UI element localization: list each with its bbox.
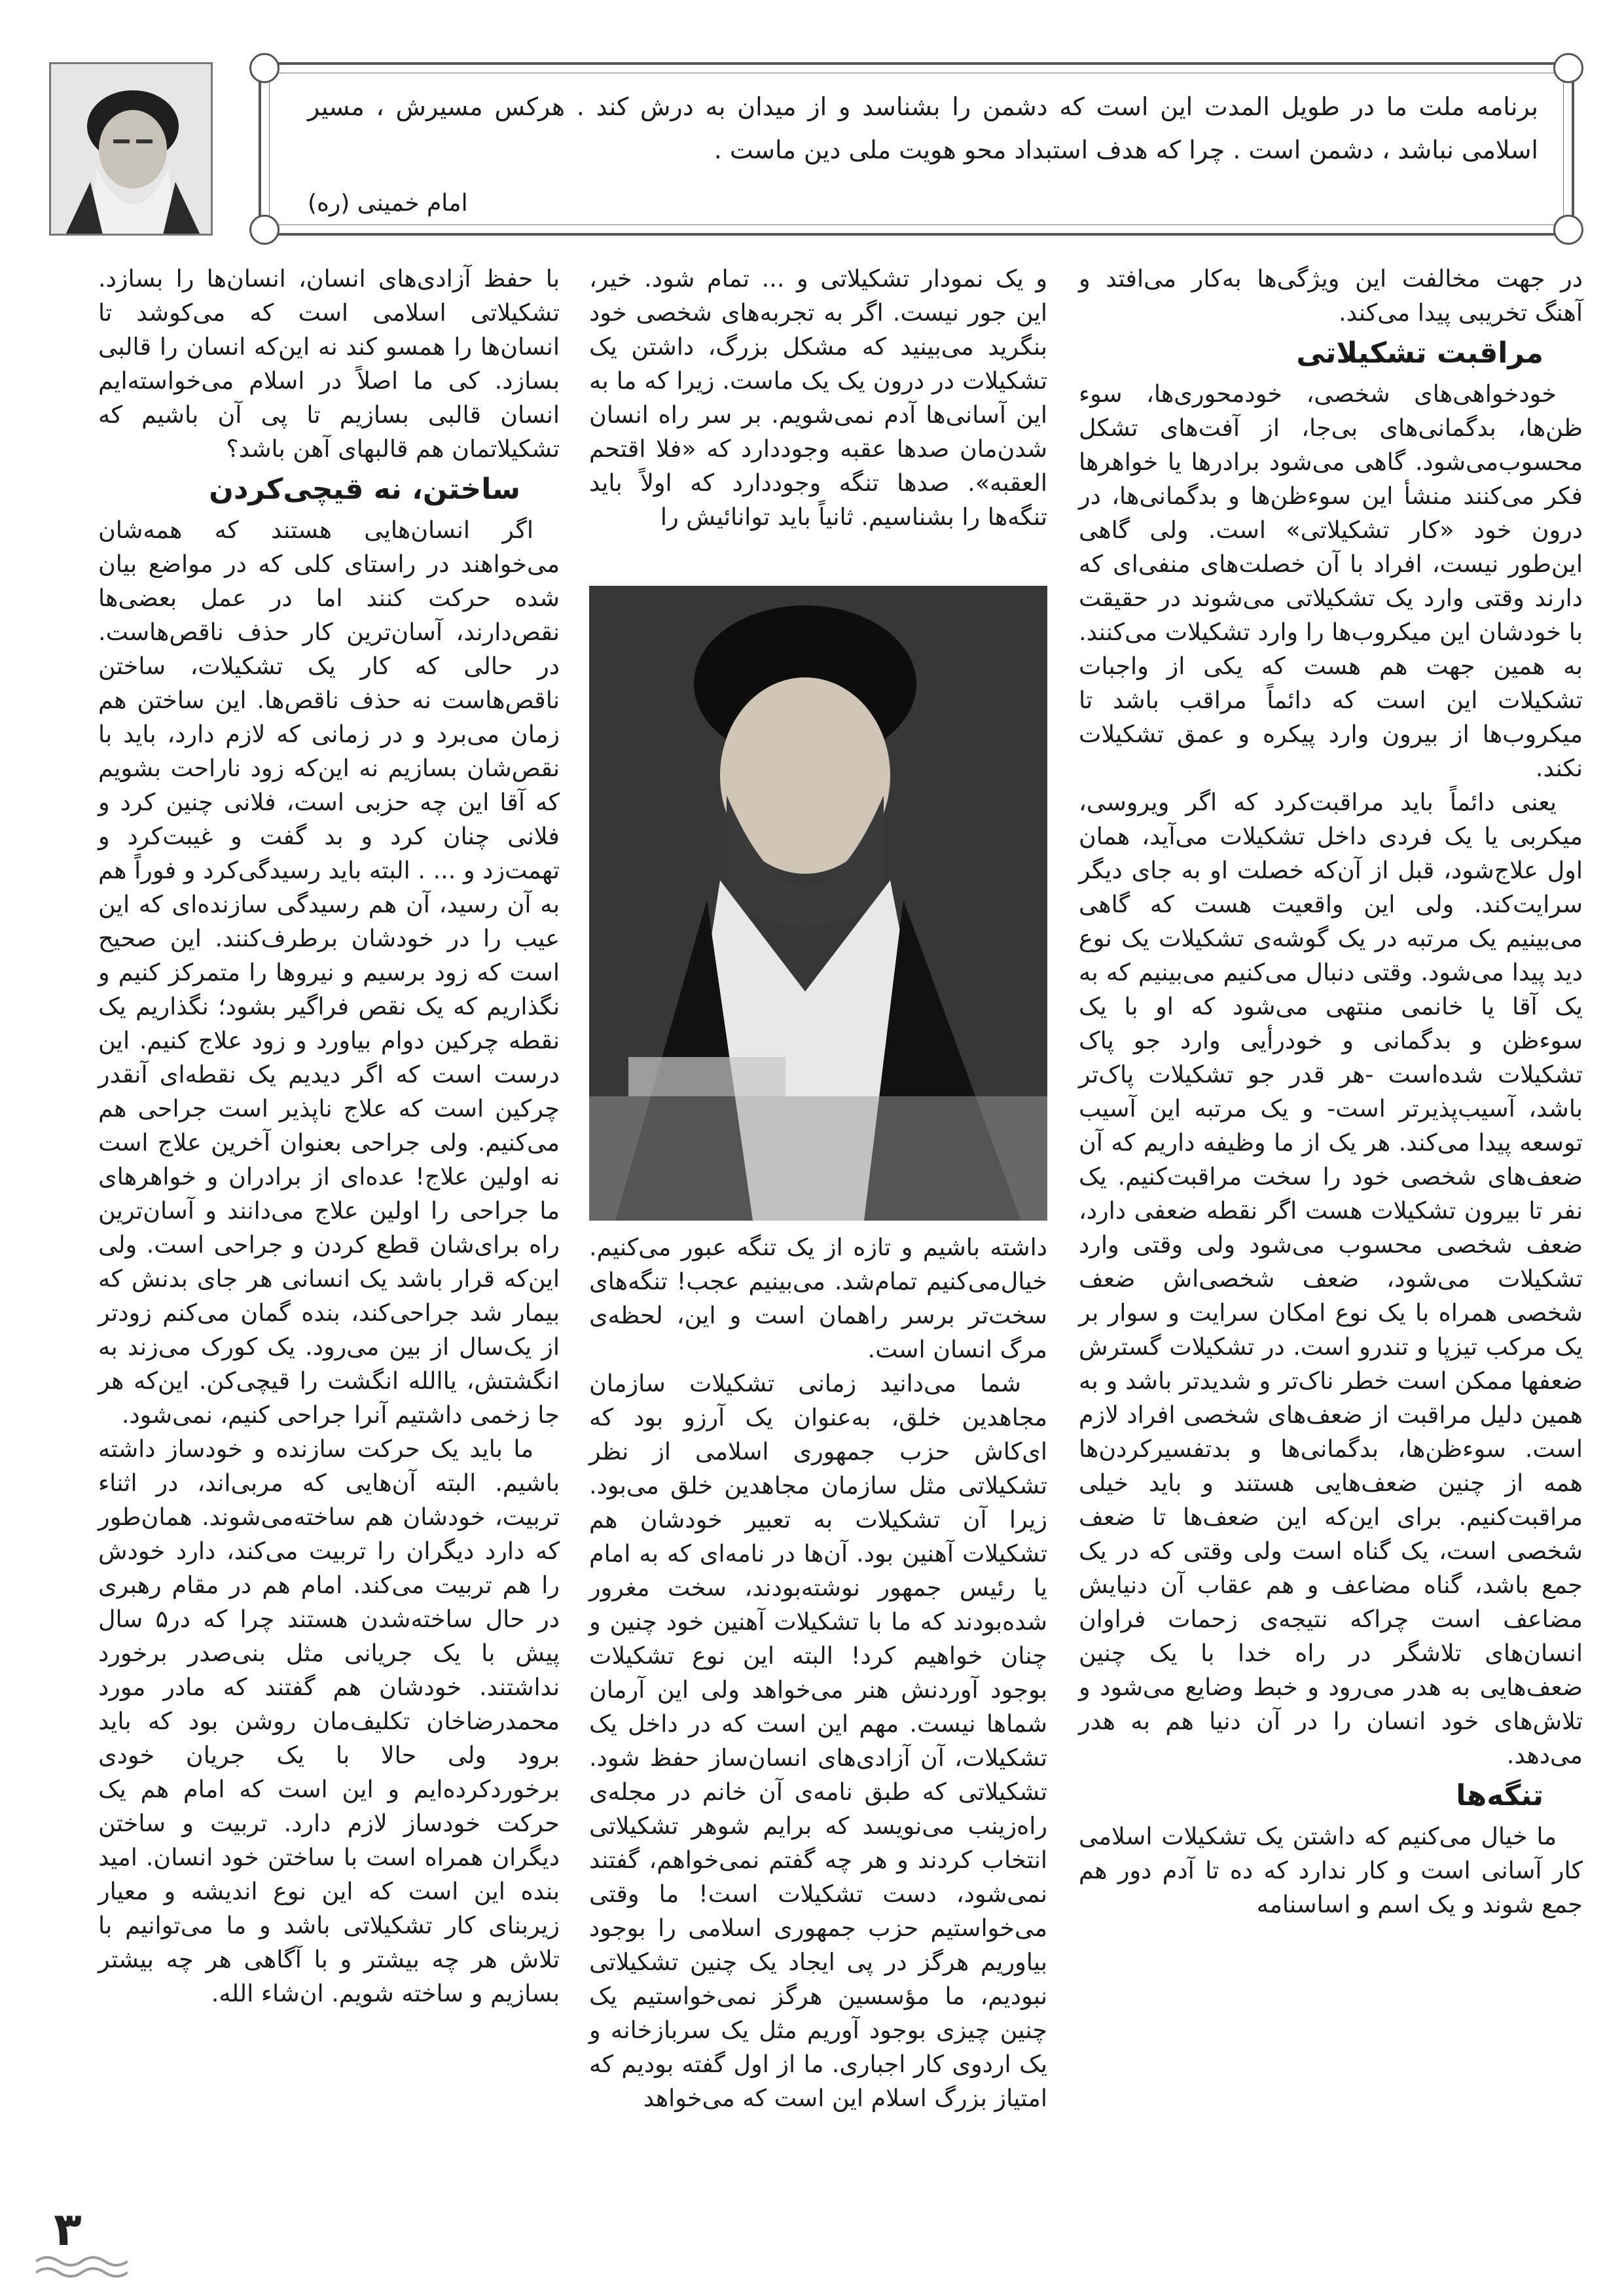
column-left	[98, 262, 560, 2011]
portrait-image	[49, 62, 213, 236]
wave-ornament-icon	[36, 2251, 128, 2284]
paragraph: ما خیال می‌کنیم که داشتن یک تشکیلات اسلامی کار آسانی است و کار ندارد که ده تا آدم دور هم جمع شوند و یک اسم و اساسنامه	[1079, 1822, 1583, 1918]
column-middle-top	[589, 262, 1047, 534]
ornament-corner	[249, 215, 280, 245]
page-number: ۳	[54, 2202, 82, 2256]
ornament-corner	[1553, 215, 1583, 245]
ornament-corner	[249, 53, 280, 83]
paragraph: شما می‌دانید زمانی تشکیلات سازمان مجاهدین خلق، به‌عنوان یک آرزو بود که ای‌کاش حزب جمهوری اسلامی از نظر تشکیلاتی مثل سازمان مجاهدین خلق می‌بود. زیرا آن تشکیلات به تعبیر خودشان هم تشکیلات آهنین بود. آن‌ها در نامه‌ای که به امام یا رئیس جمهور نوشته‌بودند، سخت مغرور شده‌بودند که ما با تشکیلات آهنین خود چنین و چنان خواهیم کرد! البته این نوع تشکیلات بوجود آوردنش هنر می‌خواهد ولی این آرمان شماها نیست. مهم این است که در داخل یک تشکیلات، آن آزادی‌های انسان‌ساز حفظ شود. تشکیلاتی که طبق نامه‌ی آن خانم در مجله‌ی راه‌زینب می‌نویسد که برایم شوهر تشکیلاتی انتخاب کردند و هر چه گفتم نمی‌خواهم، گفتند نمی‌شود، دست تشکیلات است! ما وقتی می‌خواستیم حزب جمهوری اسلامی را بوجود بیاوریم هرگز در پی ایجاد یک چنین تشکیلاتی نبودیم، ما مؤسسین هرگز نمی‌خواستیم یک چنین چیزی بوجود آوریم مثل یک سربازخانه و یک اردوی کار اجباری. ما از اول گفته بودیم که امتیاز بزرگ اسلام این است که می‌خواهد	[589, 1369, 1047, 2112]
paragraph: یعنی دائماً باید مراقبت‌کرد که اگر ویروسی، میکربی یا یک فردی داخل تشکیلات می‌آید، همان اول علاج‌شود، قبل از آن‌که خصلت او به جای دیگر سرایت‌کند. ولی این واقعیت هست که گاهی می‌بینیم یک مرتبه در یک گوشه‌ی تشکیلات یک نوع دید پیدا می‌شود. وقتی دنبال می‌کنیم می‌بینیم که به یک آقا یا خانمی منتهی می‌شود که او با یک سوءظن و بدگمانی و خودرأیی وارد جو پاک تشکیلات شده‌است -هر قدر جو تشکیلات پاک‌تر باشد، آسیب‌پذیرتر است- و یک مرتبه این آسیب توسعه پیدا می‌کند. هر یک از ما وظیفه داریم که آن ضعف‌های شخصی خود را سخت مراقبت‌کنیم. یک نفر تا بیرون تشکیلات هست اگر نقطه ضعفی دارد، ضعف شخصی محسوب می‌شود ولی وقتی وارد تشکیلات می‌شود، ضعف شخصی‌اش ضعف شخصی همراه با یک نوع امکان سرایت و سوار بر یک مرکب تیزپا و تندرو است. در تشکیلات گسترش ضعفها ممکن است خطر ناک‌تر و شدیدتر باشد و به همین دلیل مراقبت از ضعف‌های شخصی افراد لازم است. سوءظن‌ها، بدگمانی‌ها و بدتفسیرکردن‌ها همه از چنین ضعف‌هایی هستند و باید خیلی مراقبت‌کنیم. برای این‌که این ضعف‌ها تا ضعف شخصی است، یک گناه است ولی وقتی که در یک جمع باشد، گناه مضاعف و هم عقاب آن دنیایش مضاعف است چراکه نتیجه‌ی زحمات فراوان انسان‌های تلاشگر در راه خدا با یک چنین ضعف‌هایی به هدر می‌رود و خبط وضایع می‌شود و تلاش‌های خود انسان را در آن دنیا هم به هدر می‌دهد.	[1079, 788, 1583, 1769]
portrait-photo	[589, 586, 1047, 1221]
section-heading: مراقبت تشکیلاتی	[1296, 336, 1543, 370]
paragraph: خودخواهی‌های شخصی، خودمحوری‌ها، سوء ظن‌ها، بدگمانی‌های بی‌جا، از آفت‌های تشکل محسوب‌می‌شود. گاهی می‌شود برادرها یا خواهرها فکر می‌کنند منشأ این سوءظن‌ها و بدگمانی‌ها، در درون خود «کار تشکیلاتی» است. ولی گاهی این‌طور نیست، افراد با آن خصلت‌های منفی‌ای که دارند وقتی وارد یک تشکیلاتی می‌شوند در حقیقت با خودشان این میکروب‌ها را وارد تشکیلات می‌کنند. به همین جهت هم هست که یکی از واجبات تشکیلات این است که دائماً مراقب باشد تا میکروب‌ها از بیرون وارد پیکره و عمق تشکیلات نکند.	[1079, 380, 1583, 782]
column-right	[1079, 262, 1583, 1922]
section-heading: تنگه‌ها	[1456, 1779, 1543, 1812]
header-quote: برنامه ملت ما در طویل المدت این است که دشمن را بشناسد و از میدان به درش کند . هرکس مسیرش ، مسیر اسلامی نباشد ، دشمن است . چرا که هدف استبداد محو هویت ملی دین ماست .	[308, 92, 1538, 164]
column-middle-bottom	[589, 1230, 1047, 2115]
paragraph: اگر انسان‌هایی هستند که همه‌شان می‌خواهند در راستای کلی که در مواضع بیان شده حرکت کنند اما در عمل بعضی‌ها نقص‌دارند، آسان‌ترین کار حذف ناقص‌هاست. در حالی که کار یک تشکیلات، ساختن ناقص‌هاست نه حذف ناقص‌ها. این ساختن هم زمان می‌برد و در زمانی که لازم دارد، باید با نقص‌شان بسازیم نه این‌که زود ناراحت بشویم که آقا این چه حزبی است، فلانی چنین کرد و فلانی چنان کرد و بد گفت و غیبت‌کرد و تهمت‌زد و ... . البته باید رسیدگی‌کرد و فوراً هم به آن رسید، آن هم رسیدگی سازنده‌ای که این عیب را در خودشان برطرف‌کنند. این صحیح است که زود برسیم و نیروها را متمرکز کنیم و نگذاریم که یک نقص فراگیر بشود؛ نگذاریم یک نقطه چرکین دوام بیاورد و زود علاج کنیم. این درست است که اگر دیدیم یک نقطه‌ای آنقدر چرکین است که علاج ناپذیر است جراحی هم می‌کنیم. ولی جراحی بعنوان آخرین علاج است نه اولین علاج! عده‌ای از برادران و خواهرهای ما جراحی را اولین علاج می‌دانند و آسان‌ترین راه برای‌شان قطع کردن و جراحی است. ولی این‌که قرار باشد یک انسانی هر جای بدنش که بیمار شد جراحی‌کند، بنده گمان می‌کنم زودتر از یک‌سال از بین می‌رود. یک کورک می‌زند به انگشتش، یاالله انگشت را قیچی‌کن. این‌که هر جا زخمی داشتیم آنرا جراحی کنیم، نمی‌شود.	[98, 516, 560, 1429]
paragraph: در جهت مخالفت این ویژگی‌ها به‌کار می‌افتد و آهنگ تخریبی پیدا می‌کند.	[1079, 264, 1583, 327]
paragraph: با حفظ آزادی‌های انسان، انسان‌ها را بسازد. تشکیلاتی اسلامی است که می‌کوشد تا انسان‌ها را همسو کند نه این‌که انسان را قالبی بسازد. کی ما اصلاً در اسلام می‌خواسته‌ایم انسان قالبی بسازیم تا پی آن باشیم که تشکیلاتمان هم قالبهای آهن باشد؟	[98, 264, 560, 463]
paragraph: و یک نمودار تشکیلاتی و ... تمام شود. خیر، این جور نیست. اگر به تجربه‌های شخصی خود بنگرید می‌بینید که مشکل بزرگ، داشتن یک تشکیلات در درون یک یک ماست. زیرا که ما به این آسانی‌ها آدم نمی‌شویم. بر سر راه انسان شدن‌مان صدها عقبه وجوددارد که «فلا اقتحم العقبه». صدها تنگه وجوددارد که اولاً باید تنگه‌ها را بشناسیم. ثانیاً باید توانائیش را	[589, 264, 1047, 531]
paragraph: داشته باشیم و تازه از یک تنگه عبور می‌کنیم. خیال‌می‌کنیم تمام‌شد. می‌بینیم عجب! تنگه‌های سخت‌تر برسر راهمان است و این، لحظه‌ی مرگ انسان است.	[589, 1233, 1047, 1363]
section-heading: ساختن، نه قیچی‌کردن	[209, 473, 520, 506]
quote-author: امام خمینی (ره)	[308, 190, 468, 217]
ornament-corner	[1553, 53, 1583, 83]
paragraph: ما باید یک حرکت سازنده و خودساز داشته باشیم. البته آن‌هایی که مربی‌اند، در اثناء تربیت، خودشان هم ساخته‌می‌شوند. همان‌طور که دارد دیگران را تربیت می‌کند، دارد خودش را هم تربیت می‌کند. امام هم در مقام رهبری در حال ساخته‌شدن هستند چرا که در۵ سال پیش با یک جریانی مثل بنی‌صدر برخورد نداشتند. خودشان هم گفتند که مادر مورد محمدرضاخان تکلیف‌مان روشن بود که باید برود ولی حالا با یک جریان خودی برخوردکرده‌ایم و این است که امام هم یک حرکت خودساز لازم دارد. تربیت و ساختن دیگران همراه است با ساختن خود انسان. امید بنده این است که این نوع اندیشه و معیار زیربنای کار تشکیلاتی باشد و ما می‌توانیم با تلاش هر چه بیشتر و با آگاهی هر چه بیشتر بسازیم و ساخته شویم. ان‌شاء الله.	[98, 1435, 560, 2007]
